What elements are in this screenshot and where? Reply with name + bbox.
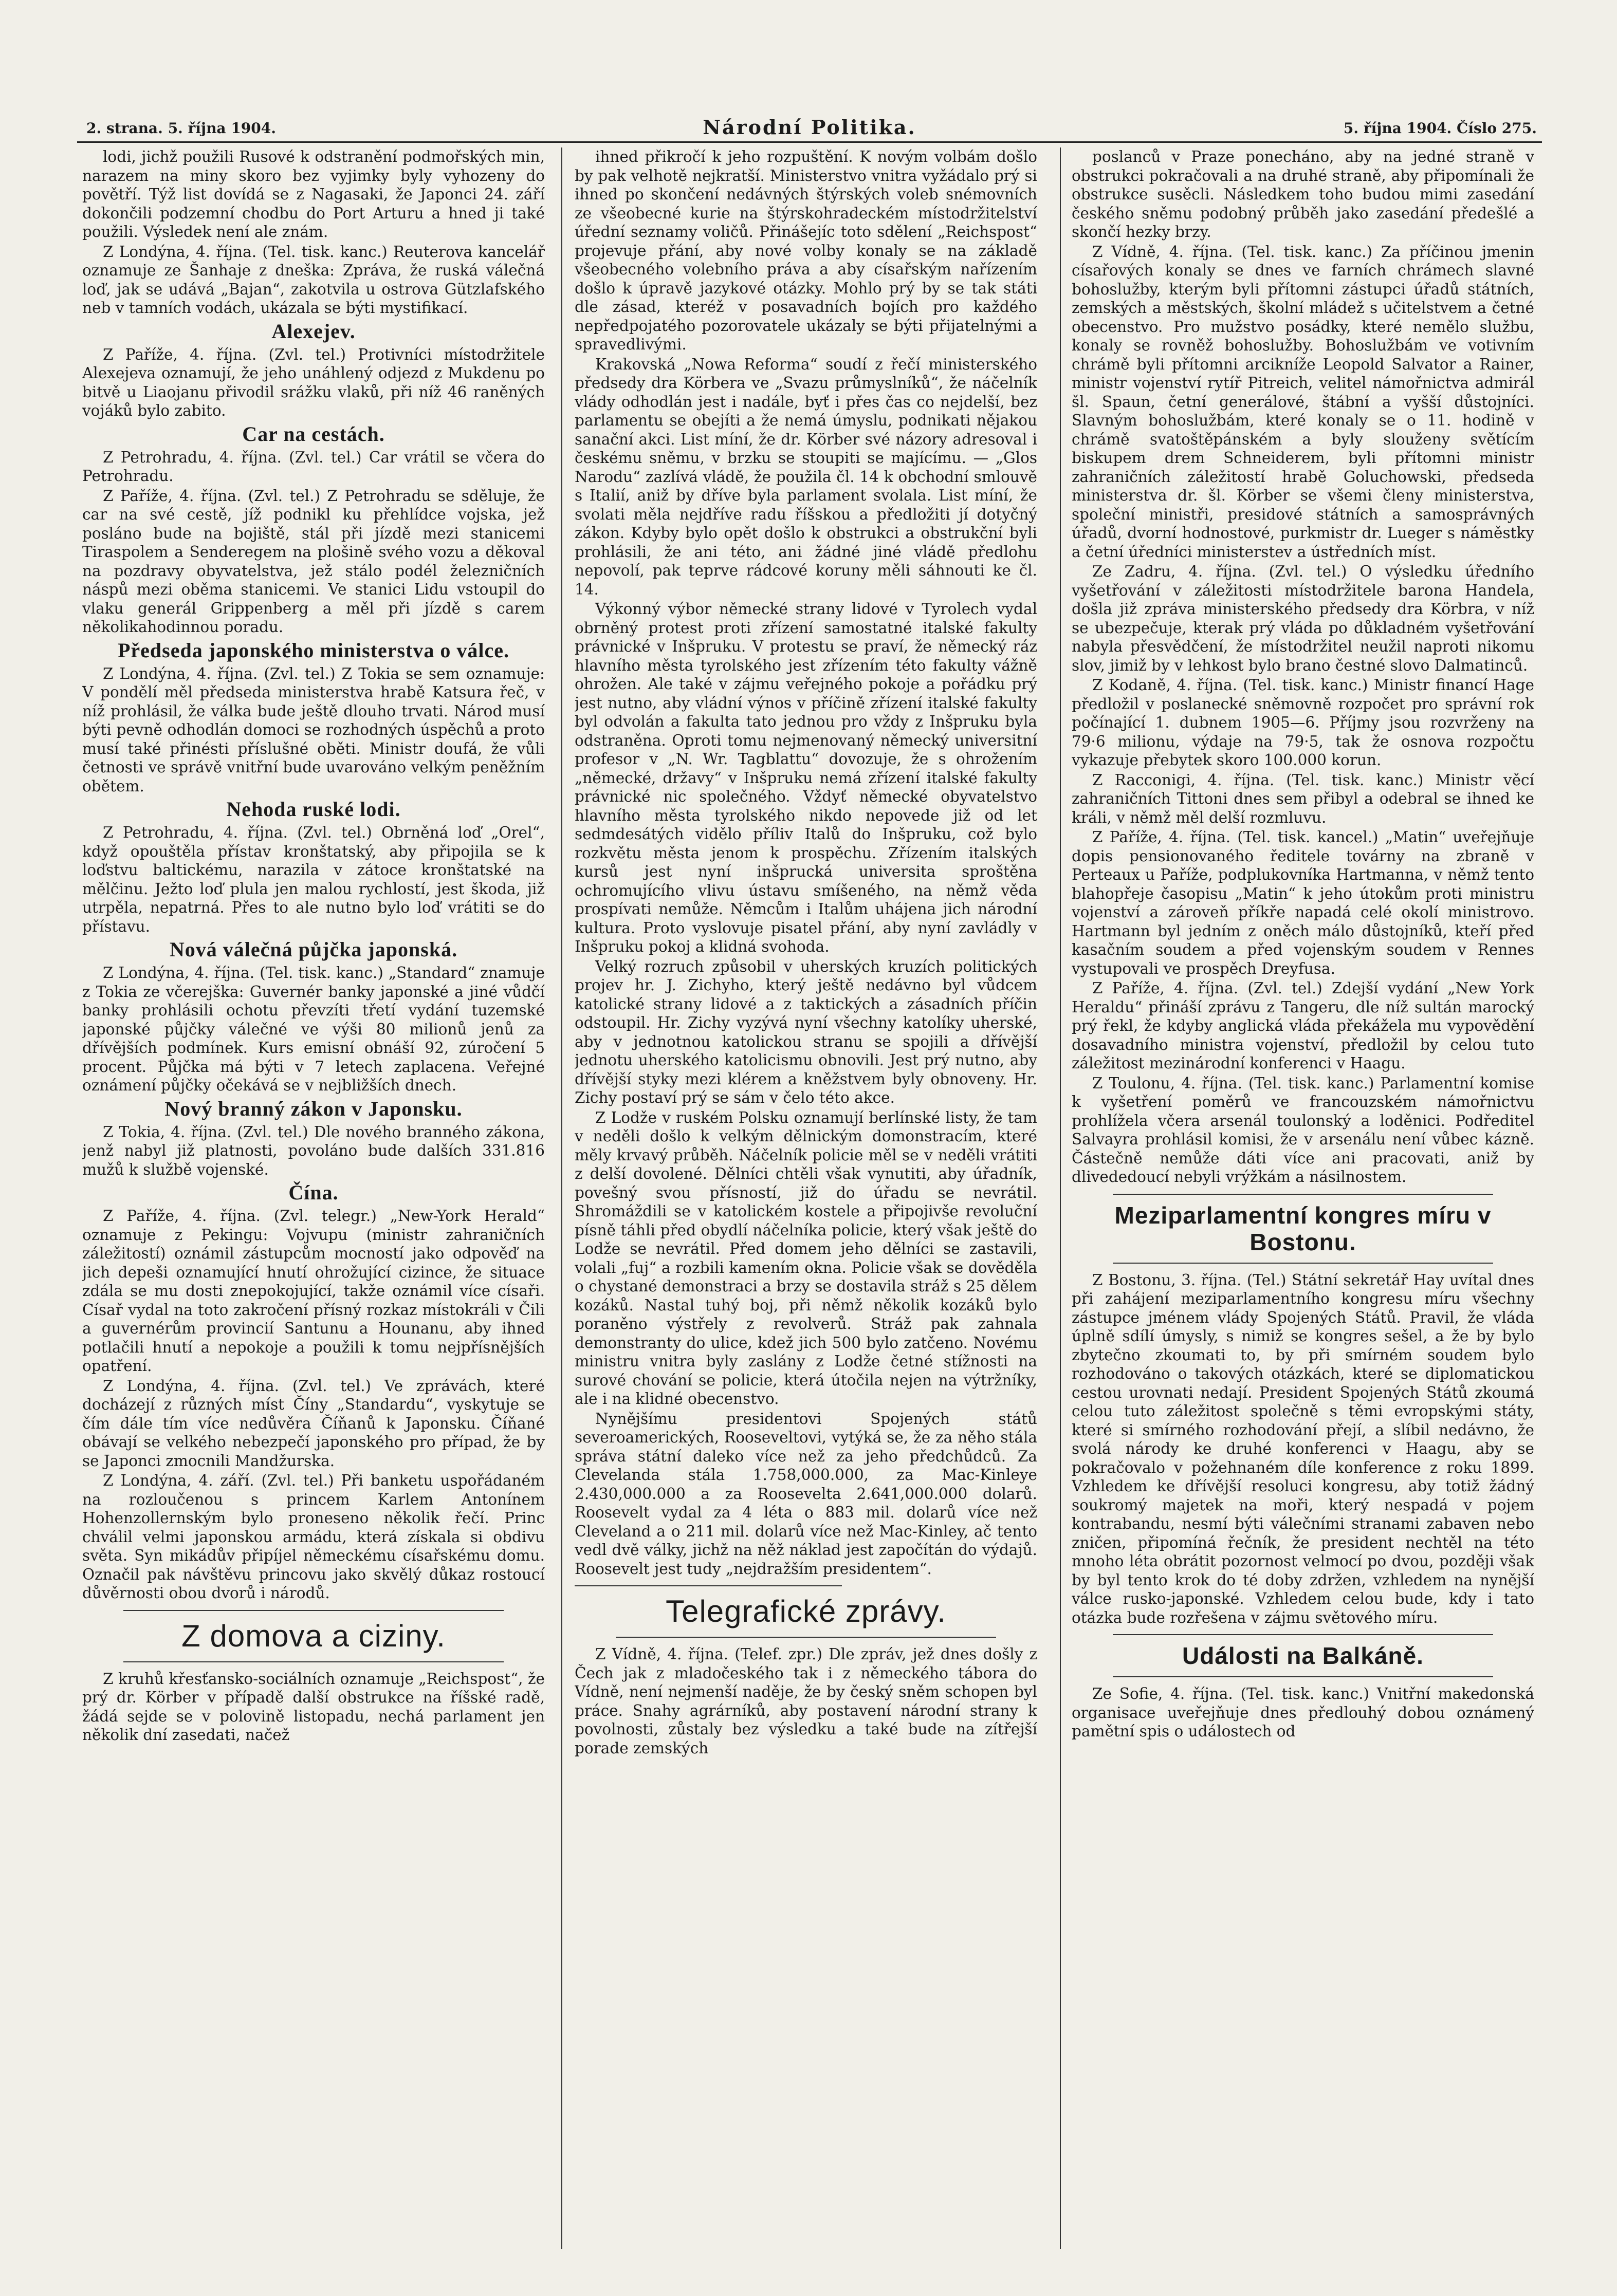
- paragraph: Z Petrohradu, 4. října. (Zvl. tel.) Obrněná loď „Orel“, když opouštěla přístav kronštatský, aby připojila se k loďstvu baltickému, narazila v zátoce kronštatské na mělčinu. Ježto loď plula jen malou rychlostí, jest škoda, již utrpěla, nepatrná. Přes to ale nutno bylo loď vrátiti se do přístavu.: [82, 824, 545, 935]
- paragraph: Z Paříže, 4. října. (Zvl. tel.) Protivníci místodržitele Alexejeva oznamují, že jeho unáhlený odjezd z Mukdenu po bitvě u Liaojanu přivodil srážku vlaků, při níž 46 raněných vojáků bylo zabito.: [82, 345, 545, 419]
- paragraph: Z Racconigi, 4. října. (Tel. tisk. kanc.) Ministr věcí zahraničních Tittoni dnes sem přibyl a odebral se ihned ke králi, v němž měl delší rozmluvu.: [1072, 771, 1534, 826]
- masthead-date-left: 2. strana. 5. října 1904.: [86, 120, 276, 137]
- headline-car: Car na cestách.: [242, 422, 385, 446]
- masthead: [77, 116, 1542, 143]
- column-1: [82, 147, 545, 2249]
- column-2: [575, 147, 1037, 2249]
- paragraph: Z Londýna, 4. října. (Zvl. tel.) Z Tokia se sem oznamuje: V pondělí měl předseda ministerstva hrabě Katsura řeč, v níž prohlásil, že válka bude ještě dlouho trvati. Národ musí býti pevně odhodlán domoci se rozhodných úspěchů a proto musí také přinésti příslušné oběti. Ministr doufá, že vůli četnosti ve správě vnitřní bude uvarováno velkým peněžním obětem.: [82, 664, 545, 795]
- section-separator: [123, 1610, 504, 1611]
- paragraph: Z Paříže, 4. října. (Tel. tisk. kancel.) „Matin“ uveřejňuje dopis pensionovaného ředitele továrny na zbraně v Perteaux u Paříže, podplukovníka Hartmanna, v němž tento blahopřeje časopisu „Matin“ k jeho útokům proti ministru vojenství a zároveň příkře napadá celé okolí ministrovo. Hartmann byl jedním z oněch málo důstojníků, kteří před kasačním soudem a před vojenským soudem v Rennes vystupovali ve prospěch Dreyfusa.: [1072, 828, 1534, 977]
- paragraph: Z Londýna, 4. září. (Zvl. tel.) Při banketu uspořádaném na rozloučenou s princem Karlem Antonínem Hohenzollernským bylo proneseno několik řečí. Princ chválil velmi japonskou armádu, která získala si obdivu světa. Syn mikádův připíjel německému císařskému domu. Označil pak návštěvu princovu jako skvělý důkaz rostoucí důvěrnosti obou dvorů i národů.: [82, 1472, 545, 1602]
- paragraph: Ze Sofie, 4. října. (Tel. tisk. kanc.) Vnitřní makedonská organisace uveřejňuje dnes předlouhý dobou oznámený pamětní spis o událostech od: [1072, 1685, 1534, 1740]
- paragraph: Z Toulonu, 4. října. (Tel. tisk. kanc.) Parlamentní komise k vyšetření poměrů ve francouzském námořnictvu prohlížela včera arsenál toulonský a loděnici. Podředitel Salvayra prohlásil komisi, že v arsenálu není vůbec kázně. Částečně nemůže dáti více ani pracovati, aniž by dlivededoucí nebyli vrýžkám a násilnostem.: [1072, 1074, 1534, 1186]
- section-title-telegraf: Telegrafické zprávy.: [666, 1594, 946, 1628]
- headline-predseda: Předseda japonského ministerstva o válce.: [117, 638, 510, 662]
- section-title-domova: Z domova a ciziny.: [181, 1618, 446, 1653]
- paragraph: poslanců v Praze ponecháno, aby na jedné straně v obstrukci pokračovali a na druhé straně, aby připomínali že obstrukce susěcli. Následkem toho budou mimi zasedání českého sněmu podobný průběh jako zasedání předešlé a skončí hezky brzy.: [1072, 148, 1534, 240]
- paragraph: Z Vídně, 4. října. (Telef. zpr.) Dle zpráv, jež dnes došly z Čech jak z mladočeského tak i z německého tábora do Vídně, není nejmenší naděje, že by český sněm schopen byl práce. Snahy agrárníků, aby postavení národní strany k povolnosti, zůstaly bez výsledku a také bude na zítřejší porade zemských: [575, 1645, 1037, 1757]
- section-separator: [123, 1661, 504, 1662]
- newspaper-page: [77, 116, 1542, 2253]
- headline-cina: Čína.: [288, 1181, 339, 1204]
- paragraph: Z Paříže, 4. října. (Zvl. tel.) Zdejší vydání „New York Heraldu“ přináší zprávu z Tangeru, dle níž sultán marocký prý řekl, že kdyby anglická vláda překážela mu vypovědění dosavadního ministra vojenství, předložil by celou tuto záležitost mezinárodní konferenci v Haagu.: [1072, 979, 1534, 1072]
- paragraph: Z Paříže, 4. října. (Zvl. telegr.) „New-York Herald“ oznamuje z Pekingu: Vojvupu (ministr zahraničních záležitostí) oznámil zástupcům mocností jako odpověď na jich depeši oznamující hnutí ohrožující cizince, že situace zdála se mu dosti znepokojující, takže oznámil více císaři. Císař vydal na toto zakročení přísný rozkaz místokráli v Čili a guvernérům provincií Santunu a Hounanu, aby ihned potlačili hnutí a nepokoje a použili k tomu nejpřísnějších opatření.: [82, 1207, 545, 1375]
- paragraph: Z Londýna, 4. října. (Tel. tisk. kanc.) Reuterova kancelář oznamuje ze Šanhaje z dneška: Zpráva, že ruská válečná loď, jak se udává „Bajan“, zakotvila u ostrova Gützlafského neb v tamních vodách, ukázala se býti mystifikací.: [82, 243, 545, 317]
- section-separator: [616, 1637, 996, 1638]
- paragraph: Z Tokia, 4. října. (Zvl. tel.) Dle nového branného zákona, jenž nabyl již platnosti, povoláno bude dalších 331.816 mužů k službě vojenské.: [82, 1123, 545, 1178]
- masthead-date-right: 5. října 1904. Číslo 275.: [1343, 120, 1537, 137]
- column-divider: [1060, 147, 1061, 2249]
- paragraph: Ze Zadru, 4. října. (Zvl. tel.) O výsledku úředního vyšetřování v záležitosti místodržitele barona Handela, došla již zpráva ministerského předsedy dra Körbra, v níž se ubezpečuje, kterak prý vláda po důkladném vyšetřování nabyla přesvědčení, že místodržitel neužil naproti nikomu slov, jimiž by v lehkost bylo brano čestné slovo Dalmatinců.: [1072, 563, 1534, 674]
- newspaper-title: Národní Politika.: [703, 116, 916, 139]
- headline-balkan: Události na Balkáně.: [1182, 1642, 1424, 1669]
- paragraph: Z Londýna, 4. října. (Tel. tisk. kanc.) „Standard“ znamuje z Tokia ze včerejška: Guvernér banky japonské a jiné vůdčí banky prohlásili ochotu převzíti třetí vydání tuzemské japonské půjčky válečné ve výši 80 milionů jenů za dřívějších podmínek. Kurs emisní obnáší 92, zúročení 5 procent. Půjčka má býti v 7 letech zaplacena. Veřejné oznámení půjčky očekává se v nejbližších dnech.: [82, 964, 545, 1094]
- section-separator: [1113, 1194, 1493, 1195]
- section-separator: [1113, 1263, 1493, 1264]
- paragraph: lodi, jichž použili Rusové k odstranění podmořských min, narazem na miny skoro bez vyjimky byly vyhozeny do povětří. Týž list dovídá se z Nagasaki, že Japonci 24. září dokončili podzemní chodbu do Port Arturu a hned ji také použili. Výsledek není ale znám.: [82, 148, 545, 240]
- paragraph: Výkonný výbor německé strany lidové v Tyrolech vydal obrněný protest proti zřízení samostatné italské fakulty právnické v Inšpruku. V protestu se praví, že německý ráz hlavního města tyrolského jest zřízením této fakulty vážně ohrožen. Ale také v zájmu veřejného pokoje a pořádku prý jest nutno, aby vládní výnos v příčině zřízení italské fakulty byl odvolán a fakulta tato jednou pro vždy z Inšpruku byla odstraněna. Oproti tomu nejmenovaný německý universitní profesor v „N. Wr. Tagblattu“ dovozuje, že s ohrožením „německé, državy“ v Inšpruku nemá zřízení italské fakulty právnické nic společného. Vždyť německé obyvatelstvo hlavního města tyrolského nikdo nepovede již od let sedmdesátých vidělo příliv Italů do Inšpruku, což bylo rozkvětu města jenom k prospěchu. Zřízením italských kursů jest nyní inšprucká universita sproštěna ochromujícího vlivu ústavu smíšeného, na němž věda prospívati nemůže. Němcům i Italům uhájena jich národní kultura. Proto vyslovuje pisatel přání, aby nyní zavládly v Inšpruku pokoj a klidná svohoda.: [575, 600, 1037, 955]
- paragraph: Z Londýna, 4. října. (Zvl. tel.) Ve zprávách, které docházejí z různých míst Číny „Standardu“, vyskytuje se čím dále tím více nedůvěra Číňanů k Japonsku. Číňané obávají se velkého nebezpečí japonského pro případ, že by se Japonci zmocnili Mandžurska.: [82, 1377, 545, 1470]
- section-separator: [1113, 1676, 1493, 1677]
- paragraph: Z Kodaně, 4. října. (Tel. tisk. kanc.) Ministr financí Hage předložil v poslanecké sněmovně rozpočet pro správní rok počínající 1. dubnem 1905—6. Příjmy jsou rozvrženy na 79·6 milionu, výdaje na 79·5, tak že osnova rozpočtu vykazuje přebytek skoro 100.000 korun.: [1072, 676, 1534, 769]
- paragraph: Z Petrohradu, 4. října. (Zvl. tel.) Car vrátil se včera do Petrohradu.: [82, 448, 545, 485]
- headline-kongres: Meziparlamentní kongres míru v Bostonu.: [1114, 1201, 1492, 1255]
- headline-alexejev: Alexejev.: [271, 319, 356, 343]
- headline-nehoda: Nehoda ruské lodi.: [226, 798, 401, 821]
- paragraph: Krakovská „Nowa Reforma“ soudí z řečí ministerského předsedy dra Körbera ve „Svazu průmyslníků“, že náčelník vlády odhodlán jest i nadále, byť i přes čas co nejdelší, bez parlamentu se obejíti a že nemá úmyslu, podnikati nějakou sanační akci. List míní, že dr. Körber své názory adresoval i českému sněmu, v brzku se stoupiti se majícímu. — „Glos Narodu“ zazlívá vládě, že použila čl. 14 k obchodní smlouvě s Italií, aniž by dříve byla parlament svolala. List míní, že svolati měla nejdříve radu říšskou a předložiti jí dotyčný zákon. Kdyby bylo opět došlo k obstrukci a obstrukční byli prohlásili, že ani této, ani žádné jiné vládě předlohu nepovolí, pak teprve rádcové koruny měli sáhnouti ke čl. 14.: [575, 355, 1037, 598]
- section-separator: [575, 1585, 842, 1586]
- paragraph: Z Paříže, 4. října. (Zvl. tel.) Z Petrohradu se sděluje, že car na své cestě, jíž podnikl ku přehlídce vojska, jež posláno bude na bojiště, stál při jízdě mezi stanicemi Tiraspolem a Senderegem na plošině svého vozu a děkoval na pozdravy obyvatelstva, jež stálo podél železničních náspů mezi oběma stanicemi. Ve stanici Lidu vstoupil do vlaku generál Grippenberg a měl při jízdě s carem několikahodinnou poradu.: [82, 487, 545, 636]
- paragraph: Velký rozruch způsobil v uherských kruzích politických projev hr. J. Zichyho, který ještě nedávno byl vůdcem katolické strany lidové a z taktických a zásadních příčin odstoupil. Hr. Zichy vyzývá nyní všechny katolíky uherské, aby v jednotnou katolickou stranu se spojili a dřívější jednotu uherského katolicismu obnovili. Jest prý nutno, aby dřívější styky mezi klérem a kněžstvem byly obnoveny. Hr. Zichy postaví prý se sám v čelo této akce.: [575, 957, 1037, 1106]
- headline-pujcka: Nová válečná půjčka japonská.: [169, 938, 458, 961]
- paragraph: Z kruhů křesťansko-sociálních oznamuje „Reichspost“, že prý dr. Körber v případě další obstrukce na říšské radě, žádá sejde se v polovině listopadu, nechá parlament jen několik dní zasedati, načež: [82, 1670, 545, 1744]
- paragraph: Z Vídně, 4. října. (Tel. tisk. kanc.) Za příčinou jmenin císařových konaly se dnes ve farních chrámech slavné bohoslužby, kterým byli přítomni zástupci úřadů státních, zemských a městských, školní mládež s učitelstvem a četné obecenstvo. Pro mužstvo posádky, které nemělo službu, konaly se rovněž bohoslužby. Bohoslužbám ve votivním chrámě byli přítomni arcikníže Leopold Salvator a Rainer, ministr vojenství rytíř Pitreich, velitel námořnictva admirál šl. Spaun, četní generálové, štábní a vyšší důstojníci. Slavným bohoslužbám, které konaly se o 11. hodině v chrámě svatoštěpánském a byly slouženy světícím biskupem drem Schneiderem, byli přítomni ministr zahraničních záležitostí hrabě Goluchowski, předseda ministerstva dr. šl. Körber se všemi členy ministerstva, společní ministři, presidové státních a samosprávných úřadů, dvorní hodnostové, purkmistr dr. Lueger s náměstky a četní úředníci ministerstev a ústředních míst.: [1072, 243, 1534, 561]
- paragraph: ihned přikročí k jeho rozpuštění. K novým volbám došlo by pak velhotě nejkratší. Ministerstvo vnitra vyžádalo prý si ihned po skončení nedávných štýrských voleb snémovních ze všeobecné kurie na štýrskohradeckém místodržitelství úřední seznamy voličů. Přinášejíc toto sdělení „Reichspost“ projevuje přání, aby nové volby konaly se na základě všeobecného volebního práva a aby císařským nařízením došlo k úpravě jazykové otázky. Mohlo prý by se tak státi dle zásad, kteréž v posavadních bojích pro každého nepředpojatého pozorovatele ukázaly se býti přijatelnými a spravedlivými.: [575, 148, 1037, 353]
- column-3: [1072, 147, 1534, 2249]
- section-separator: [1113, 1634, 1493, 1635]
- paragraph: Z Bostonu, 3. října. (Tel.) Státní sekretář Hay uvítal dnes při zahájení meziparlamentního kongresu míru všechny zástupce jménem vlády Spojených Států. Pravil, že vláda úplně sdílí úmysly, s nimiž se kongres sešel, a že by bylo zbytečno zkoumati to, by při smírném soudem bylo rozhodováno o takových otázkách, které se diplomatickou cestou urovnati nedají. President Spojených Států zkoumá celou tuto záležitost společně s těmi evropskými státy, které si smírného rozhodování přejí, a slíbil nedávno, že svolá národy ke druhé konferenci v Haagu, aby se pokračovalo v požehnaném díle konference z roku 1899. Vzhledem ke dřívější resoluci kongresu, aby totiž žádný soukromý majetek na moři, který nespadá v pojem kontrabandu, nesmí býti válečními stranami zabaven nebo zničen, připomíná řečník, že president nechtěl na této mnoho léta obrátit pozornost velmocí po dvou, později však by byl tento krok do té doby zdržen, vzhledem na nynější válce rusko-japonské. Vzhledem celou bude, kdy i tato otázka bude rozřešena v zájmu světového míru.: [1072, 1271, 1534, 1626]
- paragraph: Z Lodže v ruském Polsku oznamují berlínské listy, že tam v neděli došlo k velkým dělnickým domonstracím, které měly krvavý průběh. Náčelník policie měl se v neděli vrátiti z delší dovolené. Dělníci chtěli však vynutiti, aby úřadník, povešný svou přísností, již do úřadu se nevrátil. Shromáždili se v katolickém kostele a připojivše revoluční písně táhli před obydlí náčelníka policie, který však ještě do Lodže se nevrátil. Před domem jeho dělníci se zastavili, volali „fuj“ a rozbili kamením okna. Policie však se dověděla o chystané demonstraci a brzy se dostavila stráž s 25 dělem kozáků. Nastal tuhý boj, při němž několik kozáků bylo poraněno výstřely z revolverů. Stráž pak zahnala demonstranty do ulice, kdež jich 500 bylo zatčeno. Novému ministru vnitra byly zaslány z Lodže četné stížnosti na surové chování se policie, která útočila nejen na výtržníky, ale i na klidné obecenstvo.: [575, 1108, 1037, 1408]
- column-divider: [561, 147, 562, 2249]
- paragraph: Nynějšímu presidentovi Spojených států severoamerických, Rooseveltovi, vytýká se, že za něho stála správa státní daleko více než za jeho předchůdců. Za Clevelanda stála 1.758,000.000, za Mac-Kinleye 2.430,000.000 a za Roosevelta 2.641,000.000 dolarů. Roosevelt vydal za 4 léta o 883 mil. dolarů více než Cleveland a o 211 mil. dolarů více než Mac-Kinley, ač tento vedl dvě války, jichž na něž náklad jest započítán do výdajů. Roosevelt jest tudy „nejdražším presidentem“.: [575, 1410, 1037, 1578]
- headline-branny-zakon: Nový branný zákon v Japonsku.: [164, 1097, 463, 1120]
